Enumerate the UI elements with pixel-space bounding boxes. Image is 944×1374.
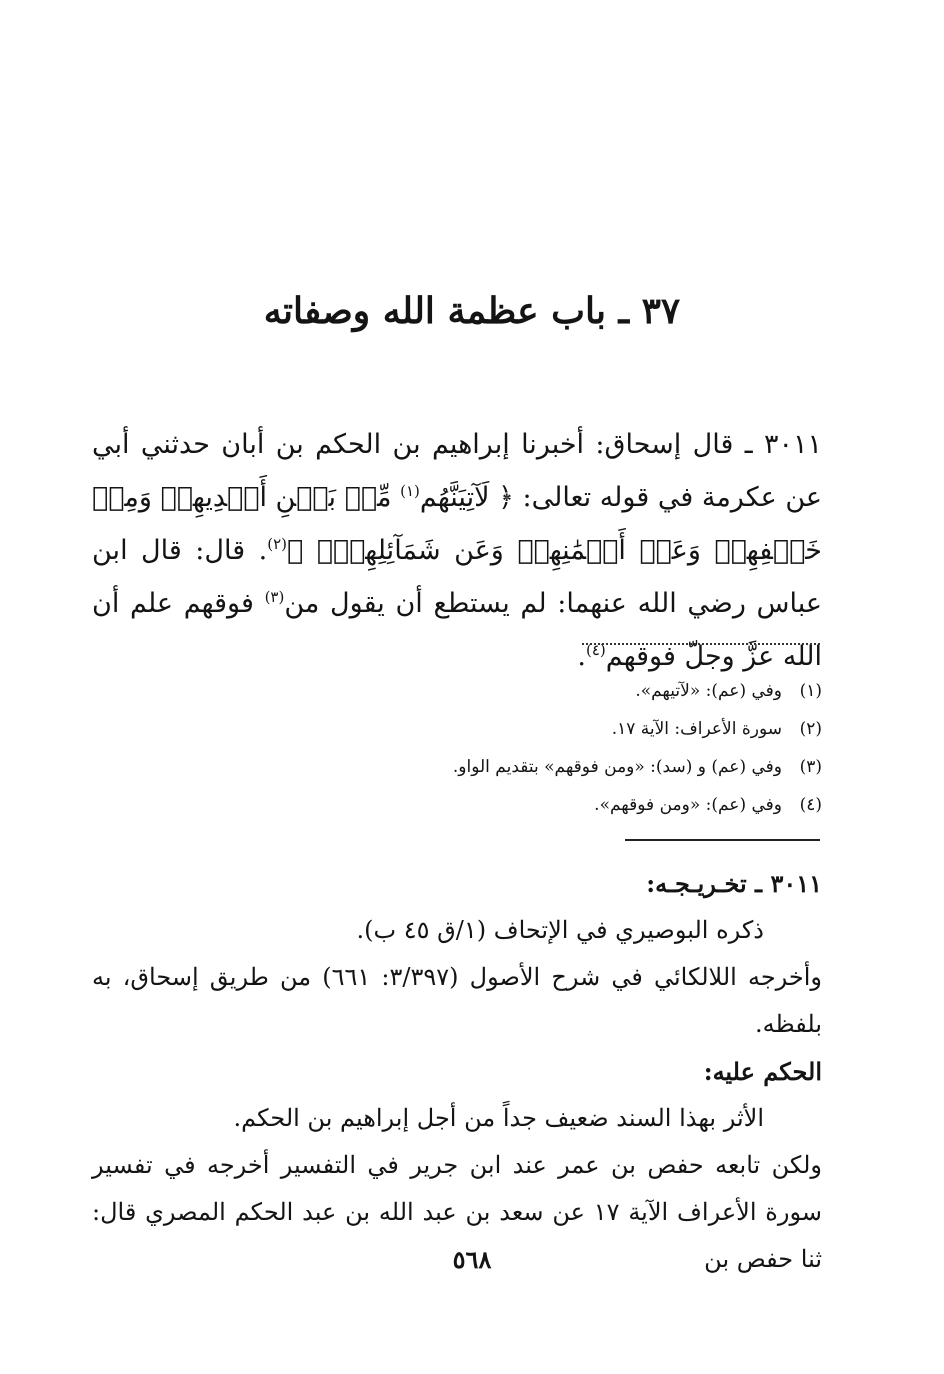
takhrij-section (92, 860, 822, 1283)
footnote-separator (582, 643, 820, 645)
chapter-title: ٣٧ ـ باب عظمة الله وصفاته (263, 290, 681, 332)
footnote-item (92, 748, 822, 786)
takhrij-line: ذكره البوصيري في الإتحاف (١/ق ٤٥ ب). (356, 916, 764, 944)
hukm-line: ولكن تابعه حفص بن عمر عند ابن جرير في التفسير أخرجه في تفسير سورة الأعراف الآية ١٧ عن سعد بن عبد الله بن عبد الحكم المصري قال: ثنا حفص بن (92, 1151, 822, 1273)
hadith-part-3: . قال: قال ابن عباس رضي الله عنهما: لم يستطع أن يقول من (92, 535, 822, 619)
hadith-part-5: . (577, 641, 586, 672)
page-number: ٥٦٨ (452, 1245, 492, 1274)
footnote-text: وفي (عم): «ومن فوقهم». (594, 795, 782, 815)
hukm-line: الأثر بهذا السند ضعيف جداً من أجل إبراهيم بن الحكم. (233, 1104, 764, 1132)
hukm-heading: الحكم عليه: (703, 1057, 822, 1086)
footnote-ref-3[interactable]: (٣) (264, 588, 285, 606)
footnote-number: (١) (799, 681, 822, 701)
footnote-number: (٤) (799, 795, 822, 815)
footnote-item (92, 672, 822, 710)
footnote-item (92, 710, 822, 748)
footnote-text: وفي (عم) و (سد): «ومن فوقهم» بتقديم الواو. (452, 757, 782, 777)
footnotes-list (92, 672, 822, 824)
footnote-item (92, 786, 822, 824)
footnote-ref-4[interactable]: (٤) (585, 641, 606, 659)
footnote-text: وفي (عم): «لآتيهم». (635, 681, 782, 701)
takhrij-heading: ٣٠١١ ـ تخـريـجـه: (646, 869, 822, 898)
hadith-part-1: ٣٠١١ ـ قال إسحاق: أخبرنا إبراهيم بن الحكم بن أبان حدثني أبي عن عكرمة في قوله تعالى: ﴿ لَآتِيَنَّهُم (92, 429, 822, 513)
hadith-part-4: فوقهم علم أن الله عزَّ وجلّ فوقهم (92, 588, 822, 672)
footnote-text: سورة الأعراف: الآية ١٧. (611, 719, 782, 739)
footnote-number: (٢) (799, 719, 822, 739)
footnote-ref-1[interactable]: (١) (400, 482, 420, 500)
takhrij-line: وأخرجه اللالكائي في شرح الأصول (٣/٣٩٧: ٦٦١) من طريق إسحاق، به بلفظه. (92, 963, 822, 1038)
section-rule (625, 839, 820, 841)
footnote-ref-2[interactable]: (٢) (267, 535, 287, 553)
footnote-number: (٣) (799, 757, 822, 777)
hadith-part-2: مِّنۢ بَيۡنِ أَيۡدِيهِمۡ وَمِنۡ خَلۡفِهِمۡ وَعَنۡ أَيۡمَٰنِهِمۡ وَعَن شَمَآئِلِهِمۡۖ ﴾ (92, 482, 822, 566)
